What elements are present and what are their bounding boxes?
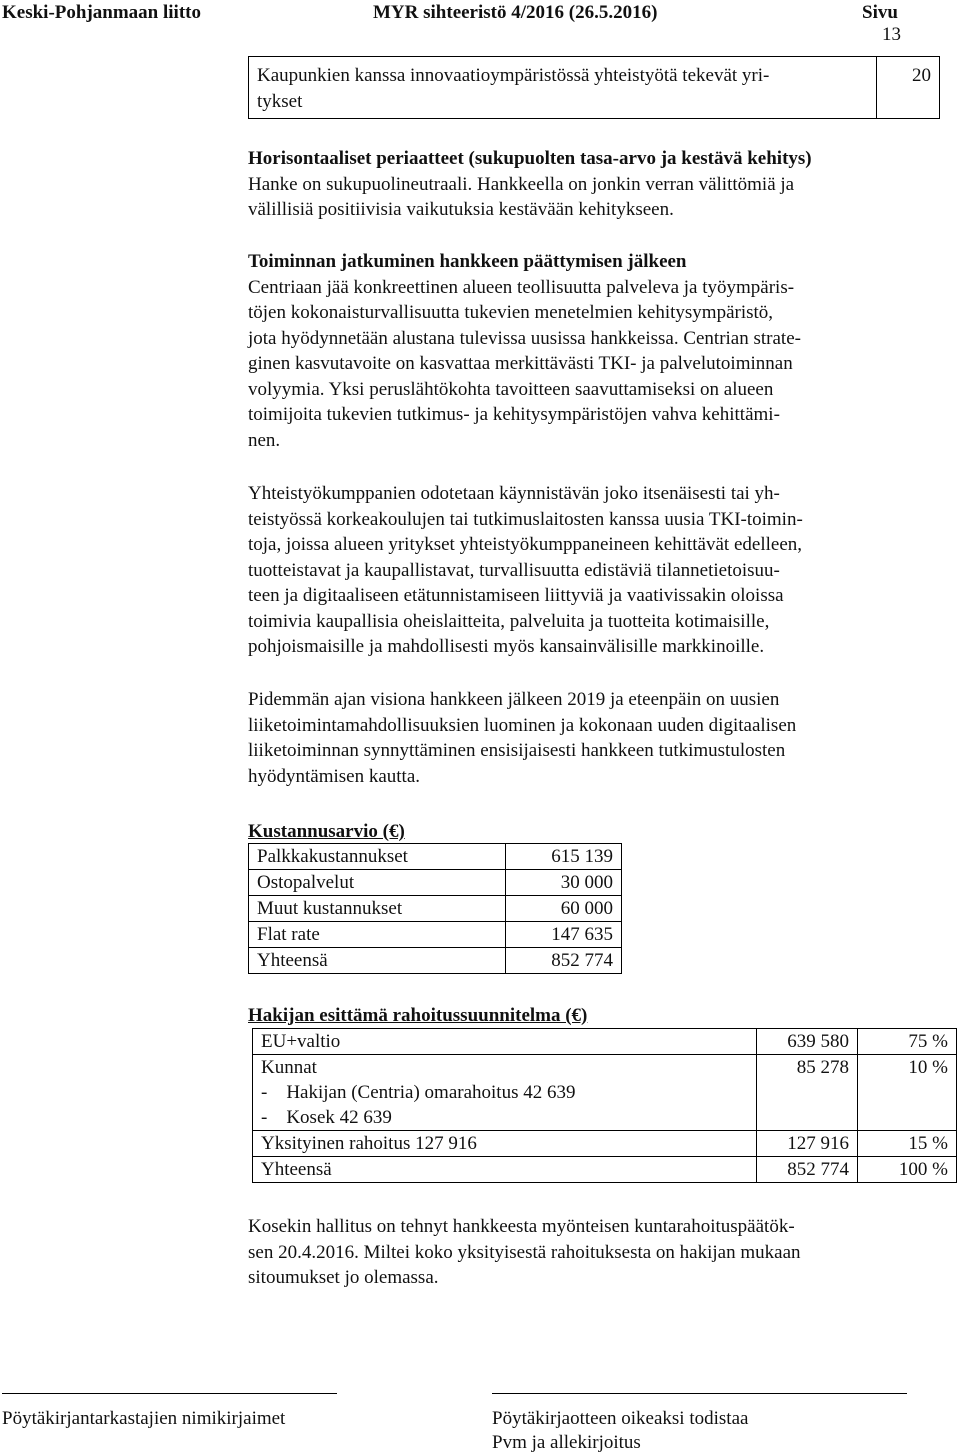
table-row <box>249 896 622 922</box>
financing-percent: 10 % <box>858 1055 957 1131</box>
partners-line: toja, joissa alueen yritykset yhteistyökumppaneineen kehittävät edelleen, <box>248 534 802 555</box>
cost-estimate-table <box>248 843 622 974</box>
cost-label: Muut kustannukset <box>249 896 506 922</box>
financing-amount: 127 916 <box>757 1131 858 1157</box>
page-header <box>0 0 960 26</box>
footer-right-label: Pöytäkirjaotteen oikeaksi todistaa <box>492 1408 749 1429</box>
footer-left-label: Pöytäkirjantarkastajien nimikirjaimet <box>2 1408 286 1429</box>
horizontal-line: Hanke on sukupuolineutraali. Hankkeella on jonkin verran välittömiä ja <box>248 173 795 195</box>
partners-line: teen ja digitaaliseen etätunnistamiseen liittyviä ja vaativissakin oloissa <box>248 585 784 606</box>
cost-label: Ostopalvelut <box>249 870 506 896</box>
financing-amount: 639 580 <box>757 1029 858 1055</box>
horizontal-heading: Horisontaaliset periaatteet (sukupuolten tasa-arvo ja kestävä kehitys) <box>248 148 812 169</box>
footer-line-left <box>2 1393 337 1394</box>
header-page-label: Sivu <box>862 2 898 23</box>
partners-line: tuotteistavat ja kaupallistavat, turvallisuutta edistäviä tilannetietoisuu- <box>248 559 780 581</box>
footer-line-right <box>492 1393 907 1394</box>
cost-label: Yhteensä <box>249 948 506 974</box>
continuation-line: Centriaan jää konkreettinen alueen teollisuutta palveleva ja työympäris- <box>248 276 795 298</box>
cost-value: 30 000 <box>506 870 622 896</box>
top-row-line1: Kaupunkien kanssa innovaatioympäristössä yhteistyötä tekevät yri- <box>257 65 770 86</box>
financing-amount: 85 278 <box>757 1055 858 1131</box>
vision-section <box>248 687 908 789</box>
table-row <box>249 922 622 948</box>
partners-section <box>248 481 908 660</box>
closing-line: sen 20.4.2016. Miltei koko yksityisestä rahoituksesta on hakijan mukaan <box>248 1241 801 1263</box>
cost-label: Palkkakustannukset <box>249 844 506 870</box>
header-page-number: 13 <box>882 24 901 45</box>
financing-label: EU+valtio <box>253 1029 757 1055</box>
financing-label: Kunnat <box>261 1057 317 1078</box>
cost-label: Flat rate <box>249 922 506 948</box>
top-row-divider <box>876 57 877 118</box>
vision-line: Pidemmän ajan visiona hankkeen jälkeen 2019 ja eteenpäin on uusien <box>248 689 780 710</box>
table-row <box>249 870 622 896</box>
cost-value: 60 000 <box>506 896 622 922</box>
table-row <box>253 1157 957 1183</box>
partners-line: toimivia kaupallisia oheislaitteita, palveluita ja tuotteita kotimaisille, <box>248 610 770 632</box>
continuation-line: töjen kokonaisturvallisuutta tukevien menetelmien kehitysympäristö, <box>248 302 774 323</box>
table-row <box>253 1055 957 1131</box>
footer-right-label-2: Pvm ja allekirjoitus <box>492 1432 641 1453</box>
financing-percent: 75 % <box>858 1029 957 1055</box>
financing-percent: 100 % <box>858 1157 957 1183</box>
closing-line: Kosekin hallitus on tehnyt hankkeesta myönteisen kuntarahoituspäätök- <box>248 1216 795 1237</box>
financing-amount: 852 774 <box>757 1157 858 1183</box>
cost-estimate-heading: Kustannusarvio (€) <box>248 821 405 842</box>
table-row <box>249 948 622 974</box>
top-table-row <box>248 56 940 119</box>
continuation-heading: Toiminnan jatkuminen hankkeen päättymisen jälkeen <box>248 251 687 272</box>
vision-line: hyödyntämisen kautta. <box>248 765 421 787</box>
horizontal-line: välillisiä positiivisia vaikutuksia kestävään kehitykseen. <box>248 199 674 220</box>
cost-value: 615 139 <box>506 844 622 870</box>
table-row <box>253 1131 957 1157</box>
financing-label: Yhteensä <box>253 1157 757 1183</box>
continuation-line: jota hyödynnetään alustana tulevissa uusissa hankkeissa. Centrian strate- <box>248 327 801 349</box>
financing-label: Yksityinen rahoitus 127 916 <box>253 1131 757 1157</box>
horizontal-section <box>248 146 908 223</box>
financing-table <box>252 1028 957 1183</box>
financing-percent: 15 % <box>858 1131 957 1157</box>
top-row-line2: tykset <box>257 90 303 112</box>
partners-line: pohjoismaisille ja mahdollisesti myös kansainvälisille markkinoille. <box>248 636 765 657</box>
table-row <box>253 1029 957 1055</box>
continuation-line: nen. <box>248 429 281 451</box>
continuation-line: ginen kasvutavoite on kasvattaa merkittävästi TKI- ja palvelutoiminnan <box>248 353 793 374</box>
partners-line: teistyössä korkeakoulujen tai tutkimuslaitosten kanssa uusia TKI-toimin- <box>248 508 803 530</box>
header-meeting: MYR sihteeristö 4/2016 (26.5.2016) <box>373 2 658 23</box>
continuation-line: toimijoita tukevien tutkimus- ja kehitysympäristöjen vahva kehittämi- <box>248 404 780 425</box>
closing-line: sitoumukset jo olemassa. <box>248 1267 439 1288</box>
financing-sub-item: - Kosek 42 639 <box>261 1107 392 1128</box>
vision-line: liiketoimintamahdollisuuksien luominen ja kokonaan uuden digitaalisen <box>248 714 797 736</box>
top-row-value: 20 <box>912 65 931 86</box>
closing-section <box>248 1214 908 1291</box>
financing-sub-item: - Hakijan (Centria) omarahoitus 42 639 <box>261 1082 576 1103</box>
vision-line: liiketoiminnan synnyttäminen ensisijaisesti hankkeen tutkimustulosten <box>248 740 786 761</box>
top-row-text <box>257 63 867 114</box>
financing-heading: Hakijan esittämä rahoitussuunnitelma (€) <box>248 1005 588 1026</box>
cost-value: 147 635 <box>506 922 622 948</box>
cost-value: 852 774 <box>506 948 622 974</box>
table-row <box>249 844 622 870</box>
header-org: Keski-Pohjanmaan liitto <box>2 2 201 23</box>
continuation-line: volyymia. Yksi peruslähtökohta tavoitteen saavuttamiseksi on alueen <box>248 378 774 400</box>
continuation-section <box>248 249 908 453</box>
partners-line: Yhteistyökumppanien odotetaan käynnistävän joko itsenäisesti tai yh- <box>248 483 780 504</box>
financing-label-cell <box>253 1055 757 1131</box>
